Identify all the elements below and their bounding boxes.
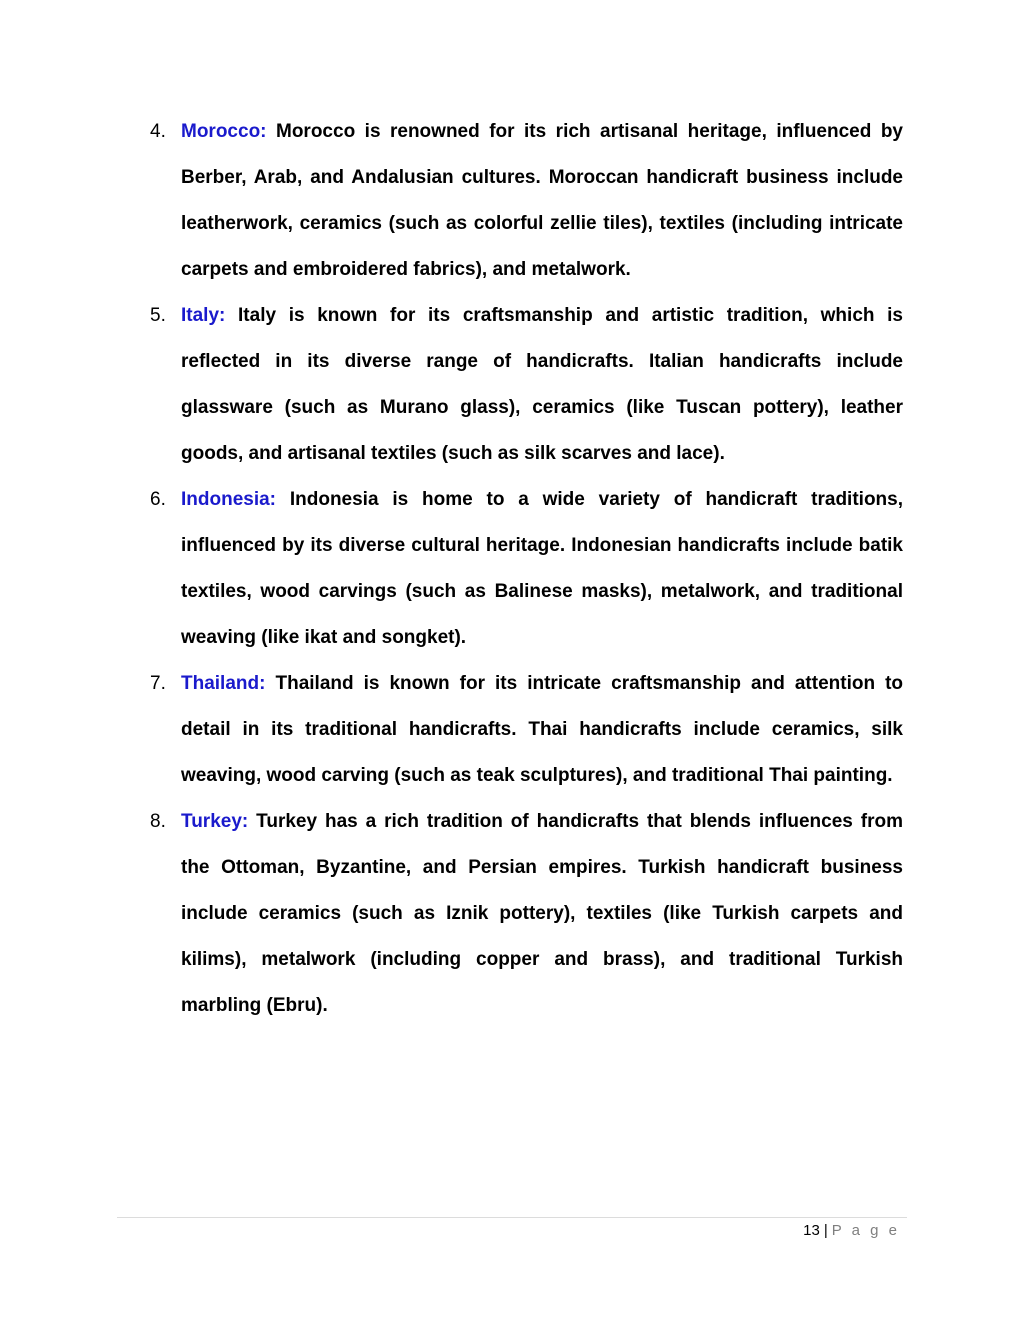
- list-item-thailand: [150, 661, 904, 799]
- country-label: Indonesia:: [181, 489, 277, 510]
- page-label: P a g e: [831, 1222, 900, 1239]
- item-description: Thailand is known for its intricate craftsmanship and attention to detail in its traditional handicrafts. Thai handicrafts include ceramics, silk weaving, wood carving (such as teak sculptures), and traditional Thai painting.: [181, 673, 904, 786]
- country-label: Turkey:: [181, 811, 249, 832]
- list-number: 6.: [150, 489, 166, 510]
- country-label: Morocco:: [181, 121, 267, 142]
- list-item-indonesia: [150, 477, 904, 661]
- page-footer: [803, 1221, 900, 1241]
- footer-divider: [117, 1217, 907, 1218]
- footer-separator: |: [823, 1222, 828, 1239]
- list-item-morocco: [150, 109, 904, 293]
- list-number: 8.: [150, 811, 166, 832]
- country-label: Italy:: [181, 305, 226, 326]
- document-body: [0, 109, 1024, 1029]
- list-number: 4.: [150, 121, 166, 142]
- list-item-turkey: [150, 799, 903, 1029]
- page-number: 13: [803, 1222, 820, 1239]
- list-number: 7.: [150, 673, 166, 694]
- list-item-italy: [150, 293, 903, 477]
- item-description: Turkey has a rich tradition of handicrafts that blends influences from the Ottoman, Byzantine, and Persian empires. Turkish handicraft business include ceramics (such as Iznik pottery), textiles (like Turkish carpets and kilims), metalwork (including copper and brass), and traditional Turkish marbling (Ebru).: [181, 811, 903, 1016]
- item-description: Indonesia is home to a wide variety of handicraft traditions, influenced by its diverse cultural heritage. Indonesian handicrafts include batik textiles, wood carvings (such as Balinese masks), metalwork, and traditional weaving (like ikat and songket).: [181, 489, 904, 648]
- item-description: Morocco is renowned for its rich artisanal heritage, influenced by Berber, Arab, and Andalusian cultures. Moroccan handicraft business include leatherwork, ceramics (such as colorful zellie tiles), textiles (including intricate carpets and embroidered fabrics), and metalwork.: [181, 121, 904, 280]
- country-label: Thailand:: [181, 673, 266, 694]
- item-description: Italy is known for its craftsmanship and artistic tradition, which is reflected in its diverse range of handicrafts. Italian handicrafts include glassware (such as Murano glass), ceramics (like Tuscan pottery), leather goods, and artisanal textiles (such as silk scarves and lace).: [181, 305, 903, 464]
- list-number: 5.: [150, 305, 166, 326]
